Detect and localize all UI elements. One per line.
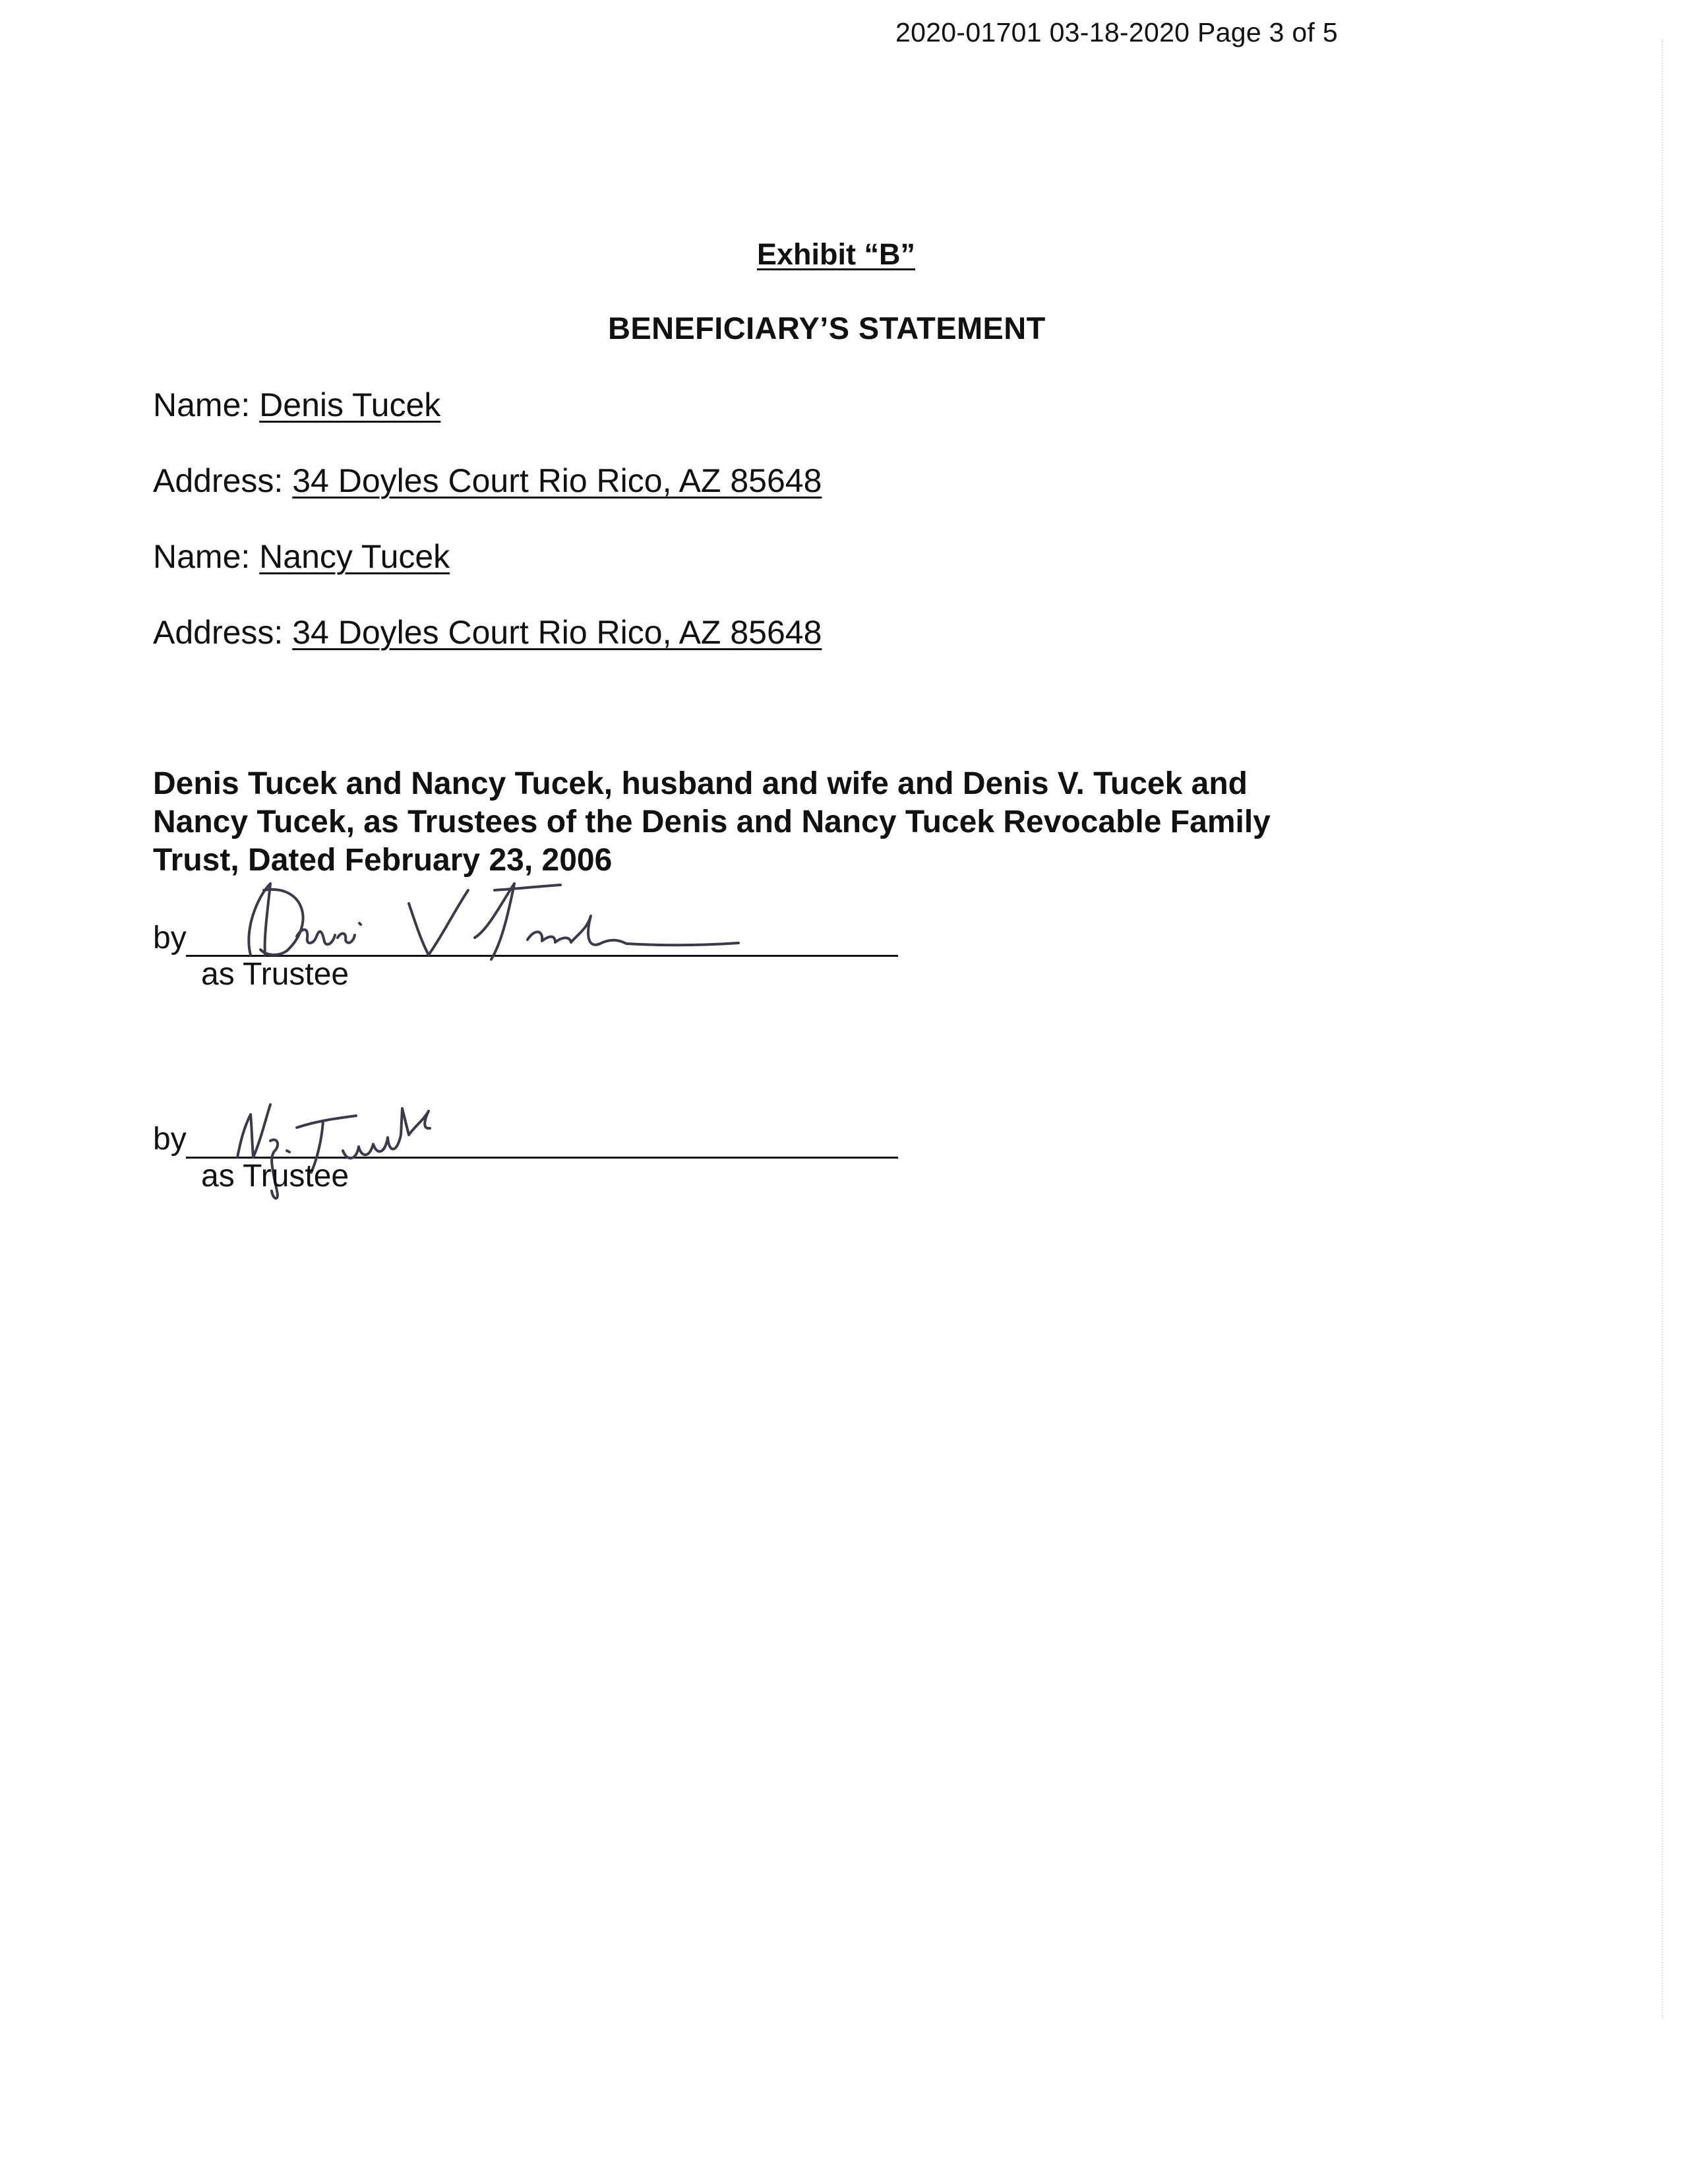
signature-1-handwritten bbox=[224, 877, 752, 963]
page-title: BENEFICIARY’S STATEMENT bbox=[608, 311, 1046, 346]
name-value: Nancy Tucek bbox=[259, 538, 450, 575]
address-value: 34 Doyles Court Rio Rico, AZ 85648 bbox=[292, 462, 822, 499]
exhibit-label: Exhibit “B” bbox=[757, 237, 916, 271]
scan-edge-marks bbox=[1662, 40, 1666, 2018]
signature-2-role: as Trustee bbox=[201, 1159, 349, 1194]
address-value: 34 Doyles Court Rio Rico, AZ 85648 bbox=[292, 614, 822, 651]
name-label: Name: bbox=[153, 538, 251, 575]
signature-2-by-label: by bbox=[153, 1122, 187, 1157]
recording-stamp: 2020-01701 03-18-2020 Page 3 of 5 bbox=[895, 17, 1339, 47]
address-label: Address: bbox=[153, 462, 284, 499]
beneficiary-2-address bbox=[153, 613, 822, 652]
address-label: Address: bbox=[153, 614, 284, 651]
beneficiary-1-name bbox=[153, 386, 440, 424]
name-value: Denis Tucek bbox=[259, 386, 441, 423]
beneficiary-2-name bbox=[153, 537, 450, 576]
name-label: Name: bbox=[153, 386, 251, 423]
signature-1-role: as Trustee bbox=[201, 957, 349, 992]
parties-statement: Denis Tucek and Nancy Tucek, husband and wife and Denis V. Tucek and Nancy Tucek, as Trustees of the Denis and Nancy Tucek Revocable Family Trust, Dated February 23, 2006 bbox=[153, 766, 1271, 878]
beneficiary-1-address bbox=[153, 462, 822, 500]
signature-1-by-label: by bbox=[153, 921, 187, 956]
